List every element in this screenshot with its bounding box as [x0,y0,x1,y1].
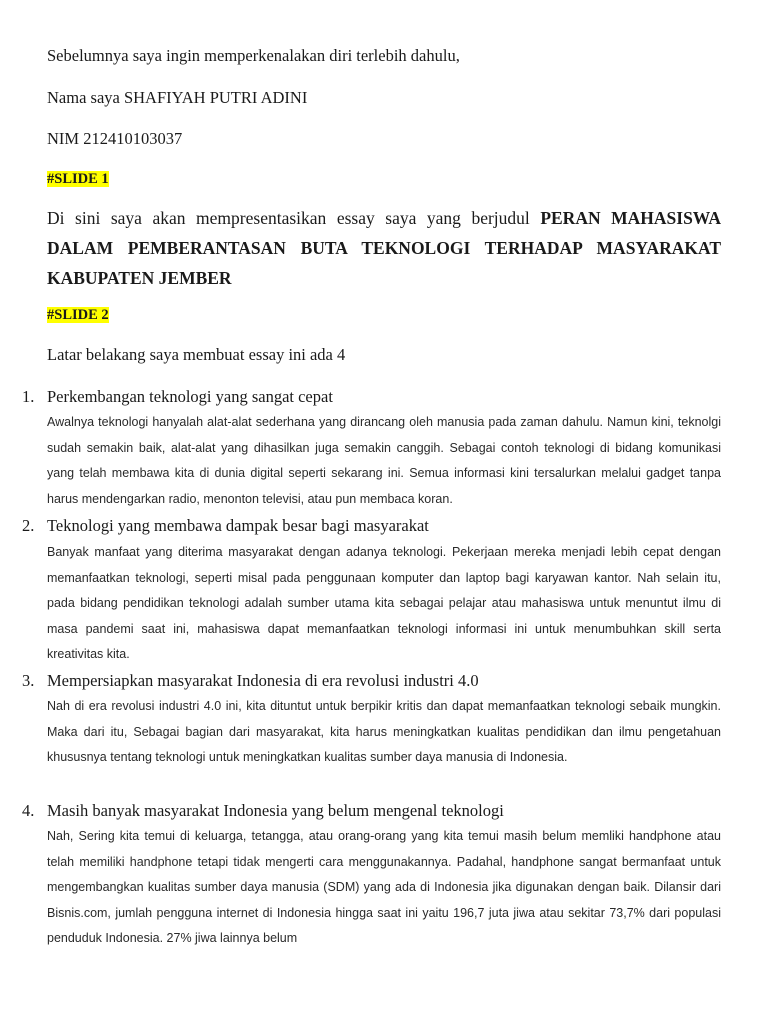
slide2-lead: Latar belakang saya membuat essay ini ada 4 [47,345,346,364]
item-number: 1. [22,387,35,406]
slide2-label-wrap [47,304,109,325]
item-body: Nah, Sering kita temui di keluarga, tetangga, atau orang-orang yang kita temui masih belum memliki handphone atau telah memiliki handphone tetapi tidak mengerti cara menggunakannya. Padahal, handphone sangat bermanfaat untuk mengembangkan kualitas sumber daya manusia (SDM) yang ada di Indonesia jika digunakan dengan baik. Dilansir dari Bisnis.com, jumlah pengguna internet di Indonesia hingga saat ini yaitu 196,7 juta jiwa atau sekitar 73,7% dari populasi penduduk Indonesia. 27% jiwa lainnya belum [47,829,721,945]
slide1-label: #SLIDE 1 [47,171,109,187]
essay-title: PERAN MAHASISWA DALAM PEMBERANTASAN BUTA TEKNOLOGI TERHADAP MASYARAKAT KABUPATEN JEMBER [47,208,722,288]
slide1-lead: Di sini saya akan mempresentasikan essay saya yang berjudul [47,208,541,228]
item-title: Masih banyak masyarakat Indonesia yang belum mengenal teknologi [47,801,504,820]
slide1-paragraph [47,203,721,293]
greeting-line: Sebelumnya saya ingin memperkenalakan diri terlebih dahulu, [47,46,460,65]
item-body: Awalnya teknologi hanyalah alat-alat sederhana yang dirancang oleh manusia pada zaman dahulu. Namun kini, teknolgi sudah semakin baik, alat-alat yang dihasilkan juga semakin canggih. Sebagai contoh teknologi di bidang komunikasi yang telah membawa kita di dunia digital seperti sekarang ini. Semua informasi kini tersalurkan melalui gadget tanpa harus mendengarkan radio, menonton televisi, atau pun membaca koran. [47,415,721,506]
nim-line: NIM 212410103037 [47,129,183,148]
item-title: Mempersiapkan masyarakat Indonesia di era revolusi industri 4.0 [47,671,479,690]
item-number: 3. [22,671,35,690]
slide1-label-wrap [47,168,109,189]
item-body: Banyak manfaat yang diterima masyarakat dengan adanya teknologi. Pekerjaan mereka menjadi lebih cepat dengan memanfaatkan teknologi, seperti misal pada penggunaan komputer dan laptop bagi karyawan kantor. Nah selain itu, pada bidang pendidikan teknologi adalah sumber utama kita sebagai pelajar atau mahasiswa untuk menuntut ilmu di masa pandemi saat ini, mahasiswa dapat memanfaatkan teknologi informasi ini untuk menumbuhkan skill serta kreativitas kita. [47,545,721,661]
item-number: 4. [22,801,35,820]
item-number: 2. [22,516,35,535]
name-line: Nama saya SHAFIYAH PUTRI ADINI [47,88,308,107]
item-title: Teknologi yang membawa dampak besar bagi masyarakat [47,516,429,535]
item-body: Nah di era revolusi industri 4.0 ini, kita dituntut untuk berpikir kritis dan dapat memanfaatkan teknologi sebaik mungkin. Maka dari itu, Sebagai bagian dari masyarakat, kita harus meningkatkan kualitas pendidikan dan ilmu pengetahuan khususnya tentang teknologi untuk meningkatkan kualitas sumber daya manusia di Indonesia. [47,699,721,764]
slide2-label: #SLIDE 2 [47,307,109,323]
item-title: Perkembangan teknologi yang sangat cepat [47,387,333,406]
